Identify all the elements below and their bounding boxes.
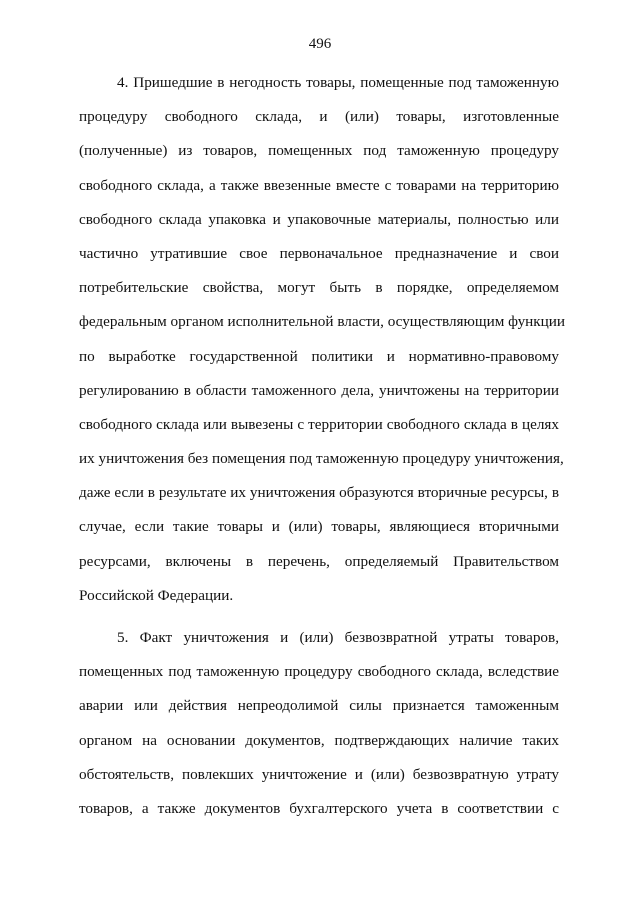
text-line: свободного склада или вывезены с территории свободного склада в целях <box>79 415 559 433</box>
text-line: (полученные) из товаров, помещенных под таможенную процедуру <box>79 142 559 160</box>
text-line: аварии или действия непреодолимой силы признается таможенным <box>79 697 559 715</box>
text-line: по выработке государственной политики и нормативно-правовому <box>79 347 559 365</box>
text-line: обстоятельств, повлекших уничтожение и (или) безвозвратную утрату <box>79 765 559 783</box>
text-line: федеральным органом исполнительной власти, осуществляющим функции <box>79 313 566 331</box>
page-number: 496 <box>308 36 332 52</box>
paragraph-5 <box>79 621 559 826</box>
text-line: регулированию в области таможенного дела, уничтожены на территории <box>79 381 559 399</box>
text-line: 5. Факт уничтожения и (или) безвозвратной утраты товаров, <box>117 629 559 646</box>
text-line: свободного склада упаковка и упаковочные материалы, полностью или <box>79 210 559 228</box>
text-line: их уничтожения без помещения под таможенную процедуру уничтожения, <box>79 450 564 468</box>
text-line: потребительские свойства, могут быть в порядке, определяемом <box>79 279 559 297</box>
paragraph-4 <box>79 66 566 613</box>
text-line: 4. Пришедшие в негодность товары, помещенные под таможенную <box>117 74 559 91</box>
text-line: случае, если такие товары и (или) товары, являющиеся вторичными <box>79 518 559 536</box>
text-line: частично утратившие свое первоначальное предназначение и свои <box>79 244 559 262</box>
text-line: товаров, а также документов бухгалтерского учета в соответствии с <box>79 799 559 817</box>
text-line: помещенных под таможенную процедуру свободного склада, вследствие <box>79 663 559 681</box>
text-line: ресурсами, включены в перечень, определяемый Правительством <box>79 552 559 570</box>
text-line: Российской Федерации. <box>79 586 234 604</box>
text-line: свободного склада, а также ввезенные вместе с товарами на территорию <box>79 176 559 194</box>
text-line: процедуру свободного склада, и (или) товары, изготовленные <box>79 108 559 126</box>
text-line: даже если в результате их уничтожения образуются вторичные ресурсы, в <box>79 484 559 502</box>
text-line: органом на основании документов, подтверждающих наличие таких <box>79 731 559 749</box>
